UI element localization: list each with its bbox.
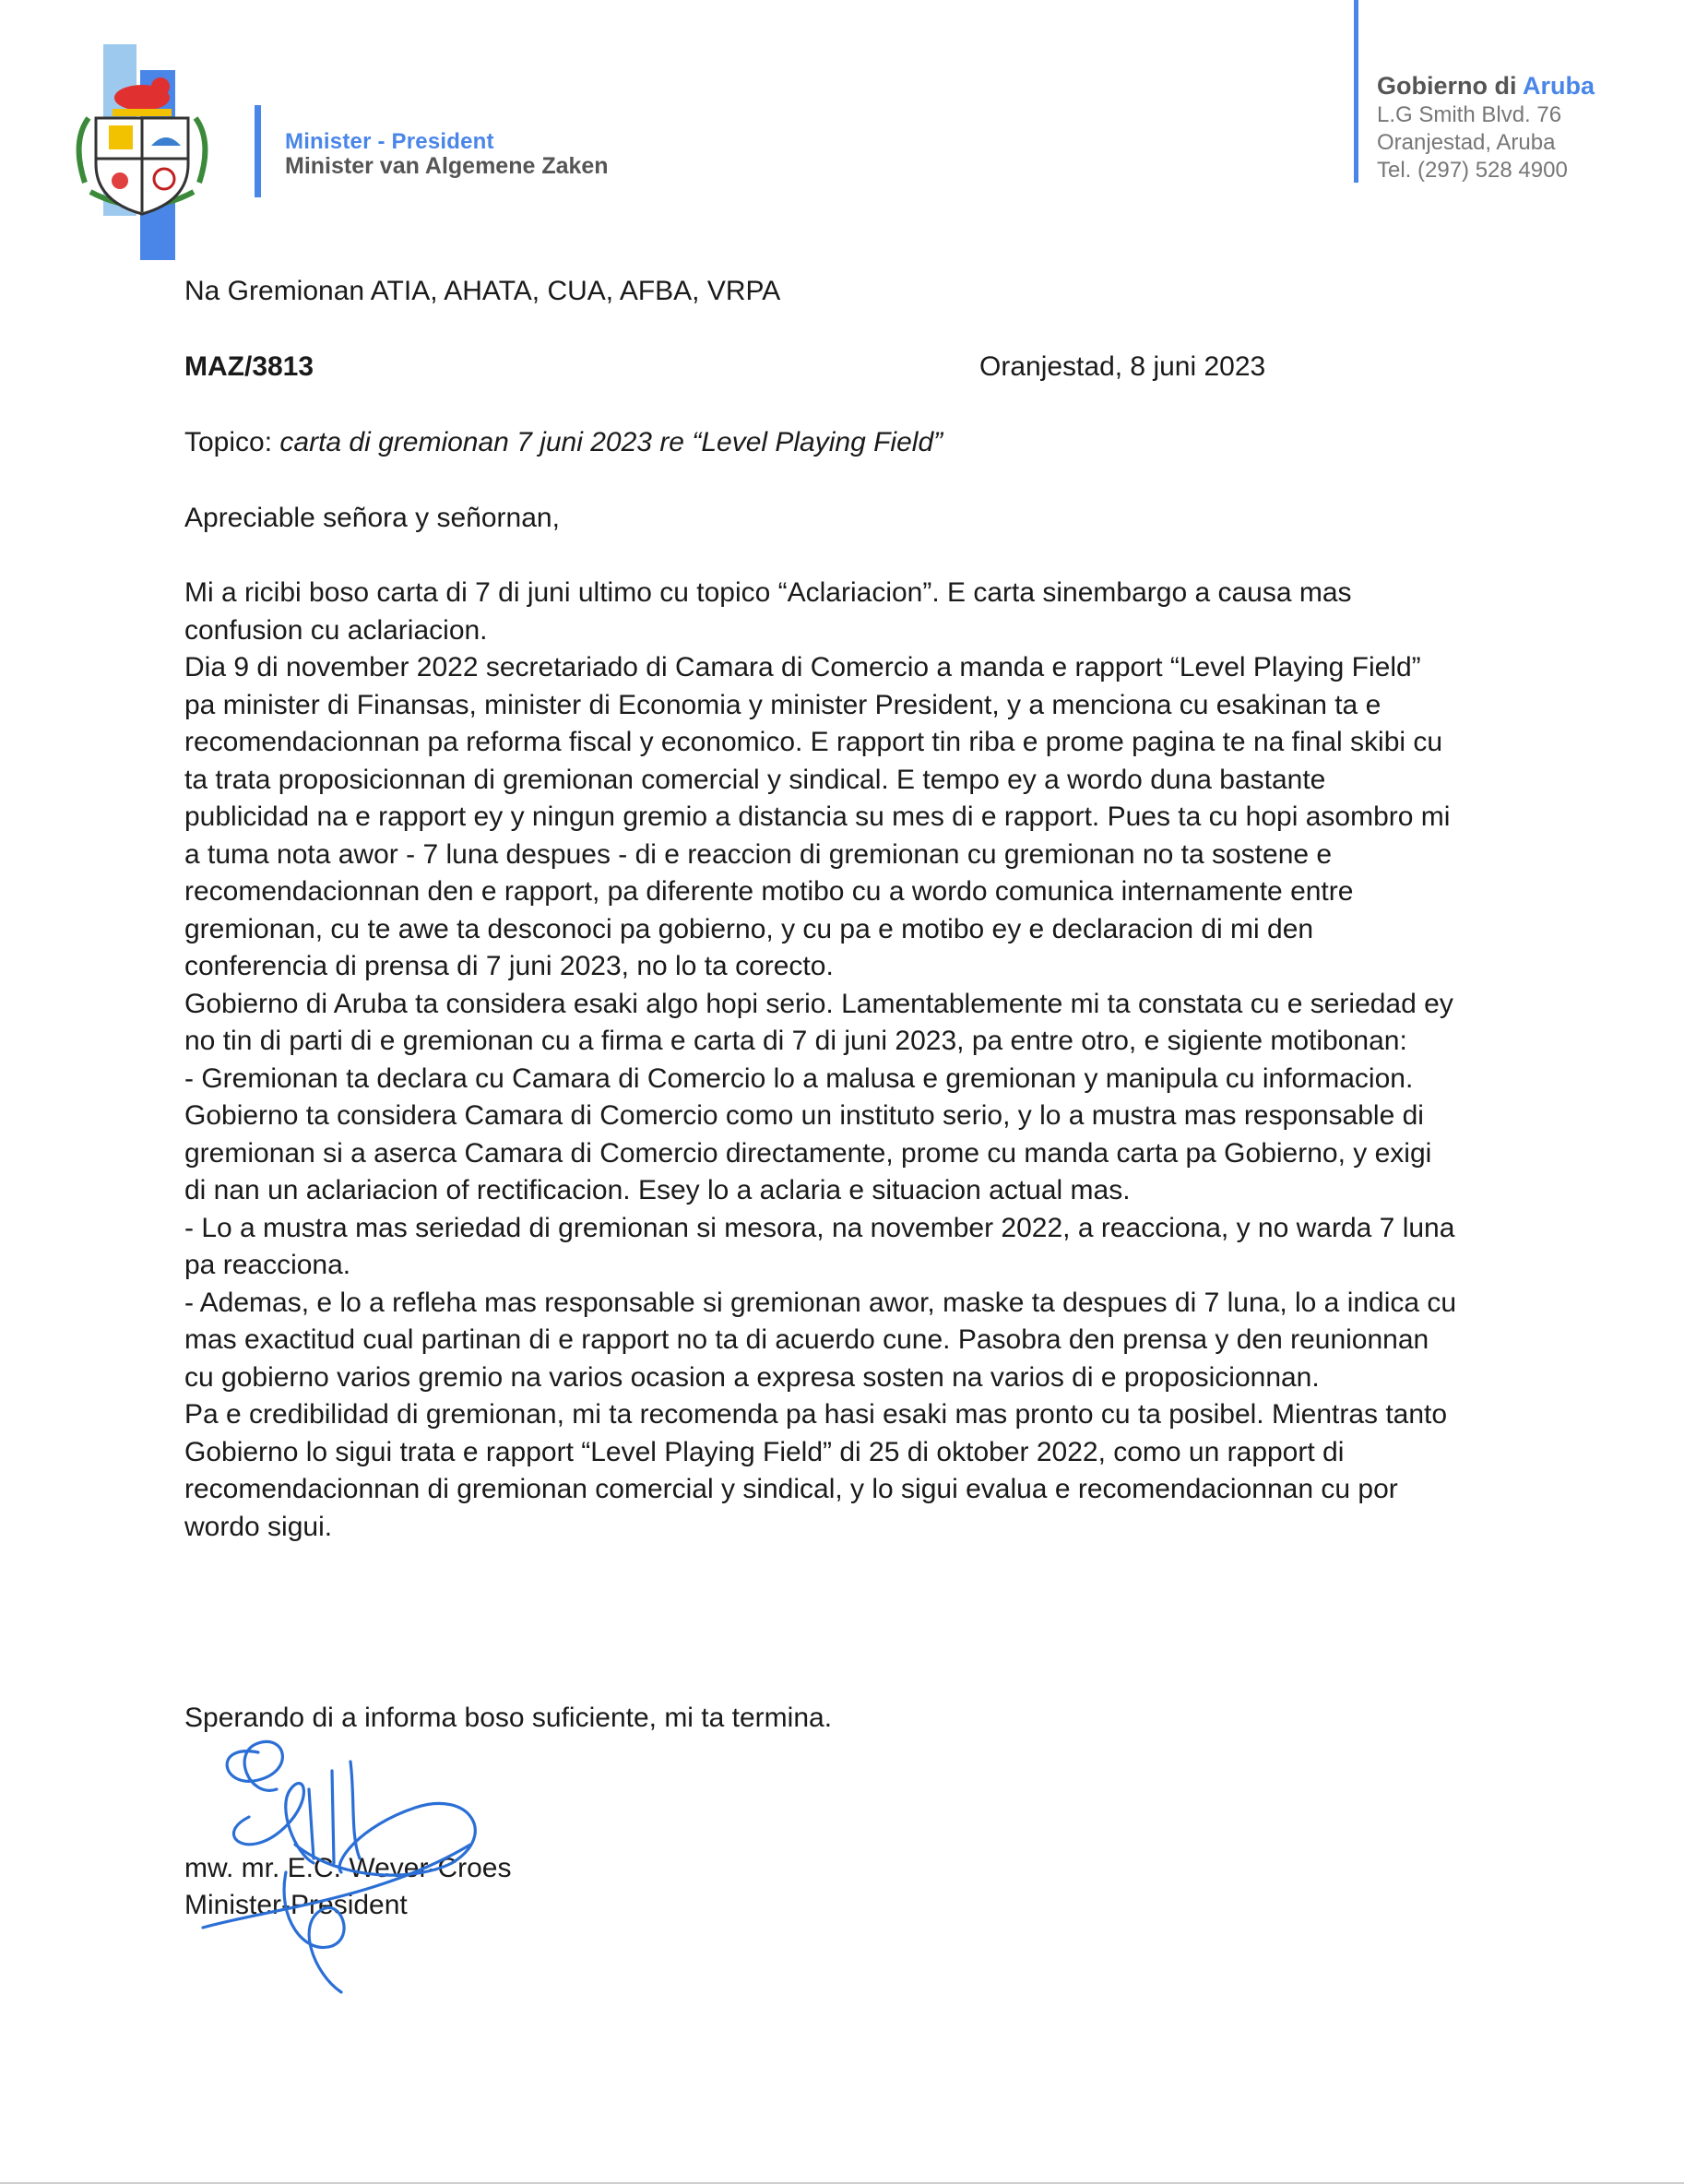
handwritten-signature xyxy=(194,1734,544,2001)
body-paragraph: - Ademas, e lo a refleha mas responsable si gremionan awor, maske ta despues di 7 luna, lo a indica cu mas exactitud cual partinan di e rapport no ta di acuerdo cune. Pasobra den prensa y den reunionnan cu gobierno varios gremio na varios ocasion a expresa sosten na varios di e proposicionnan. xyxy=(184,1287,1457,1393)
minister-subtitle: Minister van Algemene Zaken xyxy=(285,153,609,179)
letter-body xyxy=(184,575,1457,1546)
recipients: Na Gremionan ATIA, AHATA, CUA, AFBA, VRPA xyxy=(184,276,781,306)
minister-office-block xyxy=(255,105,609,197)
signer-title: Minister-President xyxy=(184,1890,408,1920)
phone-line: Tel. (297) 528 4900 xyxy=(1377,158,1568,183)
government-title-aruba: Aruba xyxy=(1523,72,1595,100)
letter-date: Oranjestad, 8 juni 2023 xyxy=(979,351,1266,382)
body-paragraph: Mi a ricibi boso carta di 7 di juni ultimo cu topico “Aclariacion”. E carta sinembargo a causa mas confusion cu aclariacion. xyxy=(184,577,1352,646)
address-line-2: Oranjestad, Aruba xyxy=(1377,130,1556,155)
body-paragraph: Gobierno di Aruba ta considera esaki algo hopi serio. Lamentablemente mi ta constata cu e seriedad ey no tin di parti di e gremionan cu a firma e carta di 7 di juni 2023, pa entre otro, e sigiente motibonan: xyxy=(184,988,1453,1056)
government-title-prefix: Gobierno di xyxy=(1377,72,1523,100)
body-paragraph: Pa e credibilidad di gremionan, mi ta recomenda pa hasi esaki mas pronto cu ta posibel. Mientras tanto Gobierno lo sigui trata e rapport “Level Playing Field” di 25 di oktober 2022, como un rapport di recomendacionnan di gremionan comercial y sindical, y lo sigui evalua e recomendacionnan cu por wordo sigui. xyxy=(184,1399,1448,1542)
subject-line xyxy=(184,424,1457,462)
signer-name: mw. mr. E.C. Wever-Croes xyxy=(184,1853,512,1883)
body-paragraph: Dia 9 di november 2022 secretariado di Camara di Comercio a manda e rapport “Level Playing Field” pa minister di Finansas, minister di Economia y minister President, y a menciona cu esakinan ta e recomendacionnan pa reforma fiscal y economico. E rapport tin riba e prome pagina te na final skibi cu ta trata proposicionnan di gremionan comercial y sindical. E tempo ey a wordo duna bastante publicidad na e rapport ey y ningun gremio a distancia su mes di e rapport. Pues ta cu hopi asombro mi a tuma nota awor - 7 luna despues - di e reaccion di gremionan cu gremionan no ta sostene e recomendacionnan den e rapport, pa diferente motibo cu a wordo comunica internamente entre gremionan, cu te awe ta desconoci pa gobierno, y cu pa e motibo ey e declaracion di mi den conferencia di prensa di 7 juni 2023, no lo ta corecto. xyxy=(184,652,1451,981)
aruba-coat-of-arms-logo xyxy=(72,44,219,262)
government-title xyxy=(1377,70,1595,101)
address-line-1: L.G Smith Blvd. 76 xyxy=(1377,102,1562,127)
reference-number: MAZ/3813 xyxy=(184,351,314,382)
subject-label: Topico: xyxy=(184,427,280,457)
body-paragraph: - Lo a mustra mas seriedad di gremionan si mesora, na november 2022, a reacciona, y no warda 7 luna pa reacciona. xyxy=(184,1212,1455,1280)
minister-title: Minister - President xyxy=(285,129,494,154)
subject-text: carta di gremionan 7 juni 2023 re “Level Playing Field” xyxy=(279,427,943,457)
government-address-block xyxy=(1354,0,1595,183)
closing-line: Sperando di a informa boso suficiente, mi ta termina. xyxy=(184,1703,833,1733)
body-paragraph: - Gremionan ta declara cu Camara di Comercio lo a malusa e gremionan y manipula cu informacion. Gobierno ta considera Camara di Comercio como un instituto serio, y lo a mustra mas responsable di gremionan si a aserca Camara di Comercio directamente, prome cu manda carta pa Gobierno, y exigi di nan un aclariacion of rectificacion. Esey lo a aclaria e situacion actual mas. xyxy=(184,1062,1432,1205)
salutation: Apreciable señora y señornan, xyxy=(184,503,560,533)
